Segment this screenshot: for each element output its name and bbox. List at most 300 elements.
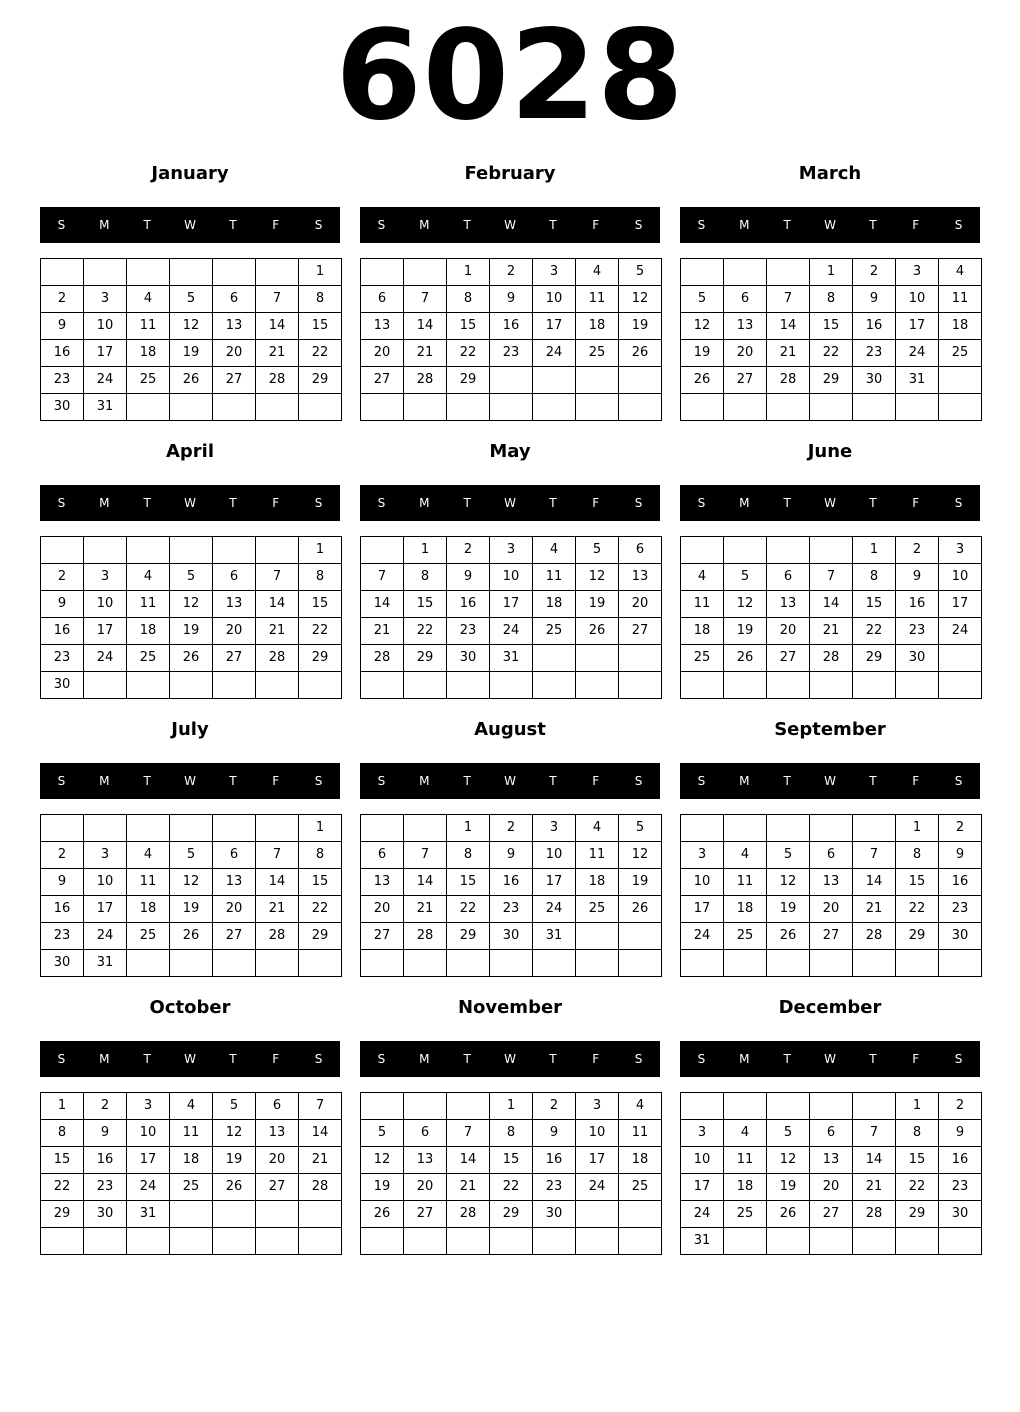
day-cell: 4 (127, 286, 170, 313)
day-cell: 24 (84, 367, 127, 394)
day-cell (724, 1228, 767, 1255)
day-cell: 19 (576, 591, 619, 618)
days-table (360, 1092, 662, 1255)
week-row (361, 591, 662, 618)
day-cell: 14 (404, 313, 447, 340)
day-cell: 19 (170, 340, 213, 367)
day-cell: 12 (361, 1147, 404, 1174)
day-cell: 5 (619, 815, 662, 842)
day-cell: 2 (41, 842, 84, 869)
day-cell: 26 (361, 1201, 404, 1228)
day-cell (404, 1093, 447, 1120)
day-cell (84, 815, 127, 842)
day-cell (939, 394, 982, 421)
day-cell: 2 (490, 815, 533, 842)
weekday-label: T (229, 218, 237, 232)
day-cell: 9 (41, 869, 84, 896)
weekday-label: S (57, 218, 66, 232)
day-cell: 11 (576, 286, 619, 313)
day-cell: 29 (404, 645, 447, 672)
weekday-label: F (272, 496, 280, 510)
weekday-label: W (184, 1052, 196, 1066)
day-cell: 15 (299, 869, 342, 896)
day-cell (619, 923, 662, 950)
day-cell: 19 (767, 1174, 810, 1201)
day-cell: 17 (84, 896, 127, 923)
day-cell: 20 (361, 896, 404, 923)
day-cell (576, 1201, 619, 1228)
day-cell: 23 (896, 618, 939, 645)
day-cell: 7 (447, 1120, 490, 1147)
day-cell: 30 (41, 672, 84, 699)
day-cell: 29 (299, 923, 342, 950)
day-cell: 9 (533, 1120, 576, 1147)
day-cell: 23 (853, 340, 896, 367)
day-cell: 19 (170, 618, 213, 645)
weekday-header (680, 207, 980, 243)
weekday-label: S (697, 218, 706, 232)
day-cell: 6 (361, 842, 404, 869)
week-row (41, 1120, 342, 1147)
weekday-label: W (504, 774, 516, 788)
day-cell (404, 815, 447, 842)
day-cell: 9 (41, 591, 84, 618)
day-cell (84, 1228, 127, 1255)
day-cell (939, 950, 982, 977)
day-cell: 24 (896, 340, 939, 367)
week-row (41, 950, 342, 977)
day-cell: 29 (490, 1201, 533, 1228)
weekday-label: T (549, 218, 557, 232)
day-cell: 26 (170, 645, 213, 672)
day-cell: 2 (41, 564, 84, 591)
day-cell: 14 (299, 1120, 342, 1147)
weekday-label: F (272, 218, 280, 232)
month-title: April (165, 441, 215, 462)
day-cell: 18 (576, 869, 619, 896)
weekday-label: S (634, 774, 643, 788)
week-row (681, 923, 982, 950)
day-cell (170, 537, 213, 564)
week-row (361, 672, 662, 699)
day-cell: 9 (447, 564, 490, 591)
weekday-label: T (463, 496, 471, 510)
day-cell: 20 (404, 1174, 447, 1201)
day-cell: 4 (170, 1093, 213, 1120)
weekday-header (360, 763, 660, 799)
day-cell: 23 (490, 896, 533, 923)
day-cell (361, 1228, 404, 1255)
day-cell: 10 (681, 869, 724, 896)
day-cell (256, 672, 299, 699)
day-cell: 5 (213, 1093, 256, 1120)
week-row (41, 1201, 342, 1228)
day-cell: 3 (533, 259, 576, 286)
day-cell: 8 (896, 842, 939, 869)
month-title: June (807, 441, 853, 462)
day-cell: 12 (619, 842, 662, 869)
day-cell (681, 1093, 724, 1120)
day-cell: 18 (939, 313, 982, 340)
day-cell: 4 (533, 537, 576, 564)
day-cell: 3 (490, 537, 533, 564)
day-cell (404, 1228, 447, 1255)
day-cell: 9 (939, 1120, 982, 1147)
day-cell: 22 (404, 618, 447, 645)
day-cell: 18 (170, 1147, 213, 1174)
day-cell (939, 672, 982, 699)
day-cell: 3 (681, 1120, 724, 1147)
day-cell: 28 (361, 645, 404, 672)
day-cell: 15 (404, 591, 447, 618)
day-cell: 24 (127, 1174, 170, 1201)
day-cell: 25 (619, 1174, 662, 1201)
day-cell (939, 1228, 982, 1255)
day-cell (896, 950, 939, 977)
weekday-label: T (549, 774, 557, 788)
day-cell: 27 (213, 367, 256, 394)
day-cell: 19 (213, 1147, 256, 1174)
month-title: December (778, 997, 882, 1018)
day-cell: 13 (213, 313, 256, 340)
day-cell: 18 (576, 313, 619, 340)
weekday-label: M (99, 496, 110, 510)
weekday-header (40, 763, 340, 799)
weekday-header (680, 1041, 980, 1077)
day-cell: 20 (724, 340, 767, 367)
weekday-header (40, 207, 340, 243)
weekday-label: S (314, 1052, 323, 1066)
weekday-label: T (463, 774, 471, 788)
day-cell: 6 (810, 842, 853, 869)
day-cell: 11 (939, 286, 982, 313)
day-cell: 17 (939, 591, 982, 618)
day-cell (767, 259, 810, 286)
week-row (681, 645, 982, 672)
week-row (361, 815, 662, 842)
week-row (41, 394, 342, 421)
day-cell: 4 (576, 259, 619, 286)
day-cell: 20 (213, 896, 256, 923)
day-cell: 16 (896, 591, 939, 618)
week-row (681, 1147, 982, 1174)
day-cell (939, 367, 982, 394)
day-cell: 10 (576, 1120, 619, 1147)
day-cell: 30 (896, 645, 939, 672)
week-row (41, 313, 342, 340)
day-cell (170, 815, 213, 842)
day-cell: 17 (681, 1174, 724, 1201)
day-cell: 12 (170, 869, 213, 896)
day-cell (361, 259, 404, 286)
weekday-header (680, 763, 980, 799)
day-cell: 4 (681, 564, 724, 591)
day-cell: 7 (810, 564, 853, 591)
day-cell (299, 1228, 342, 1255)
day-cell: 5 (767, 1120, 810, 1147)
day-cell: 24 (84, 645, 127, 672)
day-cell: 26 (170, 923, 213, 950)
day-cell: 24 (533, 896, 576, 923)
day-cell: 27 (724, 367, 767, 394)
day-cell (127, 394, 170, 421)
day-cell: 2 (41, 286, 84, 313)
weekday-label: T (549, 1052, 557, 1066)
day-cell: 5 (170, 564, 213, 591)
week-row (681, 1201, 982, 1228)
days-table (40, 258, 342, 421)
week-row (361, 1147, 662, 1174)
day-cell: 25 (576, 896, 619, 923)
day-cell: 3 (84, 564, 127, 591)
day-cell (256, 1228, 299, 1255)
weekday-label: F (592, 218, 600, 232)
day-cell (404, 394, 447, 421)
day-cell: 22 (853, 618, 896, 645)
day-cell: 25 (681, 645, 724, 672)
day-cell (533, 672, 576, 699)
day-cell: 7 (256, 286, 299, 313)
day-cell: 15 (896, 1147, 939, 1174)
day-cell: 7 (404, 842, 447, 869)
week-row (681, 564, 982, 591)
day-cell (533, 394, 576, 421)
day-cell: 16 (41, 618, 84, 645)
day-cell: 3 (896, 259, 939, 286)
day-cell (681, 394, 724, 421)
day-cell: 13 (361, 313, 404, 340)
weekday-label: M (99, 218, 110, 232)
weekday-label: S (634, 496, 643, 510)
weekday-header (680, 485, 980, 521)
week-row (681, 869, 982, 896)
day-cell: 4 (724, 842, 767, 869)
day-cell (213, 815, 256, 842)
day-cell: 22 (299, 896, 342, 923)
day-cell: 11 (127, 313, 170, 340)
day-cell: 28 (447, 1201, 490, 1228)
weekday-label: F (912, 1052, 920, 1066)
day-cell: 1 (853, 537, 896, 564)
day-cell: 20 (213, 340, 256, 367)
day-cell (127, 537, 170, 564)
day-cell: 4 (724, 1120, 767, 1147)
day-cell (533, 645, 576, 672)
weekday-label: S (634, 218, 643, 232)
week-row (361, 1201, 662, 1228)
week-row (681, 394, 982, 421)
weekday-label: S (697, 1052, 706, 1066)
day-cell: 6 (724, 286, 767, 313)
day-cell: 17 (533, 869, 576, 896)
day-cell: 16 (41, 340, 84, 367)
week-row (681, 259, 982, 286)
week-row (41, 869, 342, 896)
day-cell (724, 815, 767, 842)
week-row (681, 286, 982, 313)
day-cell: 12 (170, 591, 213, 618)
weekday-label: T (869, 1052, 877, 1066)
day-cell: 29 (299, 367, 342, 394)
day-cell: 10 (533, 286, 576, 313)
weekday-label: W (824, 1052, 836, 1066)
day-cell (41, 537, 84, 564)
day-cell: 9 (41, 313, 84, 340)
day-cell (767, 1228, 810, 1255)
weekday-label: S (697, 496, 706, 510)
day-cell (127, 672, 170, 699)
day-cell: 31 (84, 394, 127, 421)
day-cell: 6 (213, 842, 256, 869)
day-cell: 24 (681, 1201, 724, 1228)
week-row (361, 286, 662, 313)
day-cell (170, 394, 213, 421)
day-cell (810, 1228, 853, 1255)
month-title: September (774, 719, 886, 740)
week-row (361, 313, 662, 340)
day-cell: 22 (896, 1174, 939, 1201)
day-cell (256, 815, 299, 842)
day-cell (896, 1228, 939, 1255)
day-cell: 28 (853, 1201, 896, 1228)
week-row (41, 842, 342, 869)
weekday-label: S (377, 496, 386, 510)
day-cell: 30 (84, 1201, 127, 1228)
weekday-label: T (143, 774, 151, 788)
day-cell: 16 (490, 313, 533, 340)
day-cell (299, 672, 342, 699)
day-cell: 27 (213, 923, 256, 950)
day-cell (724, 950, 767, 977)
day-cell (361, 950, 404, 977)
day-cell: 3 (84, 286, 127, 313)
week-row (41, 923, 342, 950)
week-row (681, 1093, 982, 1120)
day-cell: 9 (853, 286, 896, 313)
day-cell: 1 (299, 537, 342, 564)
day-cell: 3 (84, 842, 127, 869)
day-cell: 22 (490, 1174, 533, 1201)
day-cell (170, 950, 213, 977)
days-table (40, 1092, 342, 1255)
day-cell (84, 672, 127, 699)
day-cell (213, 259, 256, 286)
day-cell (490, 1228, 533, 1255)
day-cell: 16 (533, 1147, 576, 1174)
day-cell (767, 1093, 810, 1120)
day-cell: 2 (853, 259, 896, 286)
day-cell: 5 (361, 1120, 404, 1147)
day-cell: 15 (896, 869, 939, 896)
weekday-label: T (463, 1052, 471, 1066)
weekday-label: W (824, 774, 836, 788)
weekday-label: T (143, 496, 151, 510)
day-cell: 22 (299, 340, 342, 367)
day-cell (681, 950, 724, 977)
week-row (681, 1174, 982, 1201)
day-cell: 5 (681, 286, 724, 313)
day-cell (619, 1201, 662, 1228)
day-cell: 28 (404, 367, 447, 394)
day-cell: 8 (853, 564, 896, 591)
day-cell: 16 (41, 896, 84, 923)
day-cell: 12 (767, 869, 810, 896)
day-cell: 23 (41, 645, 84, 672)
day-cell: 2 (939, 1093, 982, 1120)
day-cell: 13 (213, 591, 256, 618)
day-cell: 14 (853, 1147, 896, 1174)
day-cell: 27 (213, 645, 256, 672)
weekday-label: M (739, 496, 750, 510)
day-cell: 26 (576, 618, 619, 645)
weekday-label: W (504, 1052, 516, 1066)
weekday-label: T (143, 1052, 151, 1066)
day-cell (256, 950, 299, 977)
day-cell: 31 (84, 950, 127, 977)
week-row (41, 367, 342, 394)
week-row (361, 896, 662, 923)
day-cell: 29 (896, 1201, 939, 1228)
day-cell: 5 (170, 286, 213, 313)
day-cell: 7 (299, 1093, 342, 1120)
day-cell: 20 (767, 618, 810, 645)
day-cell: 7 (361, 564, 404, 591)
weekday-label: F (592, 496, 600, 510)
day-cell (810, 1093, 853, 1120)
day-cell (576, 1228, 619, 1255)
month-title: January (151, 163, 229, 184)
day-cell: 29 (299, 645, 342, 672)
day-cell: 30 (447, 645, 490, 672)
day-cell: 20 (810, 1174, 853, 1201)
week-row (361, 394, 662, 421)
day-cell (810, 394, 853, 421)
day-cell: 24 (533, 340, 576, 367)
weekday-label: T (869, 218, 877, 232)
day-cell: 19 (619, 313, 662, 340)
weekday-label: T (869, 774, 877, 788)
day-cell (127, 815, 170, 842)
day-cell: 12 (619, 286, 662, 313)
day-cell: 18 (533, 591, 576, 618)
day-cell: 25 (127, 923, 170, 950)
day-cell: 10 (84, 313, 127, 340)
weekday-label: T (783, 496, 791, 510)
weekday-label: M (419, 774, 430, 788)
week-row (361, 340, 662, 367)
day-cell: 11 (724, 869, 767, 896)
day-cell (127, 1228, 170, 1255)
day-cell: 15 (853, 591, 896, 618)
day-cell (853, 815, 896, 842)
weekday-label: F (592, 1052, 600, 1066)
day-cell: 8 (404, 564, 447, 591)
days-table (360, 536, 662, 699)
day-cell: 3 (127, 1093, 170, 1120)
day-cell (447, 672, 490, 699)
day-cell (299, 394, 342, 421)
day-cell: 13 (404, 1147, 447, 1174)
day-cell: 12 (213, 1120, 256, 1147)
day-cell: 30 (41, 950, 84, 977)
day-cell: 30 (533, 1201, 576, 1228)
day-cell: 22 (447, 896, 490, 923)
day-cell: 2 (896, 537, 939, 564)
day-cell (619, 645, 662, 672)
day-cell (170, 1201, 213, 1228)
day-cell: 23 (939, 1174, 982, 1201)
day-cell: 18 (681, 618, 724, 645)
